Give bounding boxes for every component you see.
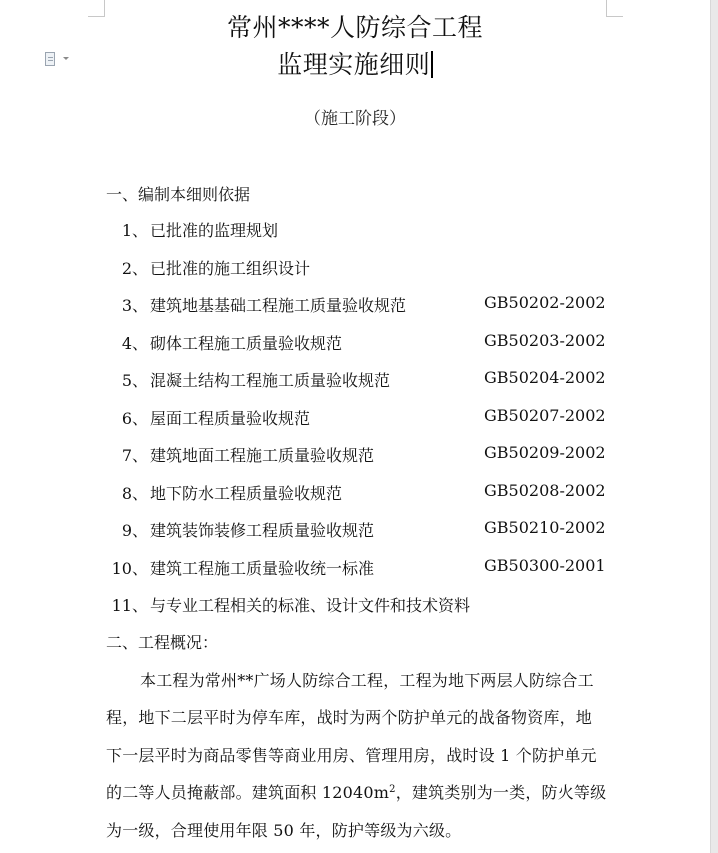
paragraph-line [106, 780, 606, 803]
paragraph-line: 下一层平时为商品零售等商业用房、管理用房，战时设 1 个防护单元 [106, 746, 597, 765]
list-item-standard: GB50202-2002 [484, 293, 606, 312]
list-item-number: 7、 [121, 446, 148, 465]
list-item-number: 8、 [121, 484, 148, 503]
section-heading-basis: 一、编制本细则依据 [106, 185, 251, 204]
list-item-text: 建筑地基基础工程施工质量验收规范 [150, 296, 407, 315]
list-item-standard: GB50207-2002 [484, 406, 606, 425]
area-unit-superscript: 2 [389, 784, 396, 795]
list-item [0, 518, 710, 542]
list-item-text: 地下防水工程质量验收规范 [150, 484, 343, 503]
document-subtitle: （施工阶段） [304, 109, 406, 129]
list-item-text: 混凝土结构工程施工质量验收规范 [150, 371, 391, 390]
list-item-text: 与专业工程相关的标准、设计文件和技术资料 [150, 596, 471, 615]
vertical-scrollbar[interactable] [711, 0, 718, 853]
paragraph-line: 为一级，合理使用年限 50 年，防护等级为六级。 [106, 821, 462, 840]
list-item-standard: GB50203-2002 [484, 331, 606, 350]
list-item-number: 10、 [111, 559, 148, 578]
list-item-text: 建筑地面工程施工质量验收规范 [150, 446, 375, 465]
list-item [0, 593, 710, 617]
paragraph-text: ，建筑类别为一类，防火等级 [395, 783, 607, 802]
list-item [0, 368, 710, 392]
list-item-text: 屋面工程质量验收规范 [150, 409, 311, 428]
list-item-standard: GB50300-2001 [484, 556, 606, 575]
list-item-text: 砌体工程施工质量验收规范 [150, 334, 343, 353]
section-heading-overview: 二、工程概况： [106, 633, 219, 652]
list-item [0, 256, 710, 280]
list-item [0, 556, 710, 580]
list-item [0, 481, 710, 505]
list-item-standard: GB50208-2002 [484, 481, 606, 500]
list-item-number: 4、 [121, 334, 148, 353]
paragraph-line: 本工程为常州**广场人防综合工程，工程为地下两层人防综合工 [140, 671, 594, 690]
list-item-text: 已批准的施工组织设计 [150, 259, 311, 278]
list-item-standard: GB50210-2002 [484, 518, 606, 537]
list-item-number: 11、 [111, 596, 148, 615]
list-item-text: 建筑工程施工质量验收统一标准 [150, 559, 375, 578]
paragraph-text: 的二等人员掩蔽部。建筑面积 12040m [106, 783, 390, 802]
list-item [0, 443, 710, 467]
list-item [0, 293, 710, 317]
document-title-line1: 常州****人防综合工程 [226, 13, 483, 42]
list-item-standard: GB50204-2002 [484, 368, 606, 387]
list-item-number: 9、 [121, 521, 148, 540]
list-item [0, 218, 710, 242]
list-item [0, 331, 710, 355]
list-item-text: 建筑装饰装修工程质量验收规范 [150, 521, 375, 540]
list-item-text: 已批准的监理规划 [150, 221, 279, 240]
list-item [0, 406, 710, 430]
list-item-number: 6、 [121, 409, 148, 428]
paragraph-line: 程，地下二层平时为停车库，战时为两个防护单元的战备物资库，地 [106, 708, 593, 727]
list-item-number: 2、 [121, 259, 148, 278]
list-item-number: 5、 [121, 371, 148, 390]
list-item-standard: GB50209-2002 [484, 443, 606, 462]
list-item-number: 1、 [121, 221, 148, 240]
text-cursor [431, 51, 433, 78]
document-title-line2[interactable]: 监理实施细则 [0, 45, 710, 81]
list-item-number: 3、 [121, 296, 148, 315]
